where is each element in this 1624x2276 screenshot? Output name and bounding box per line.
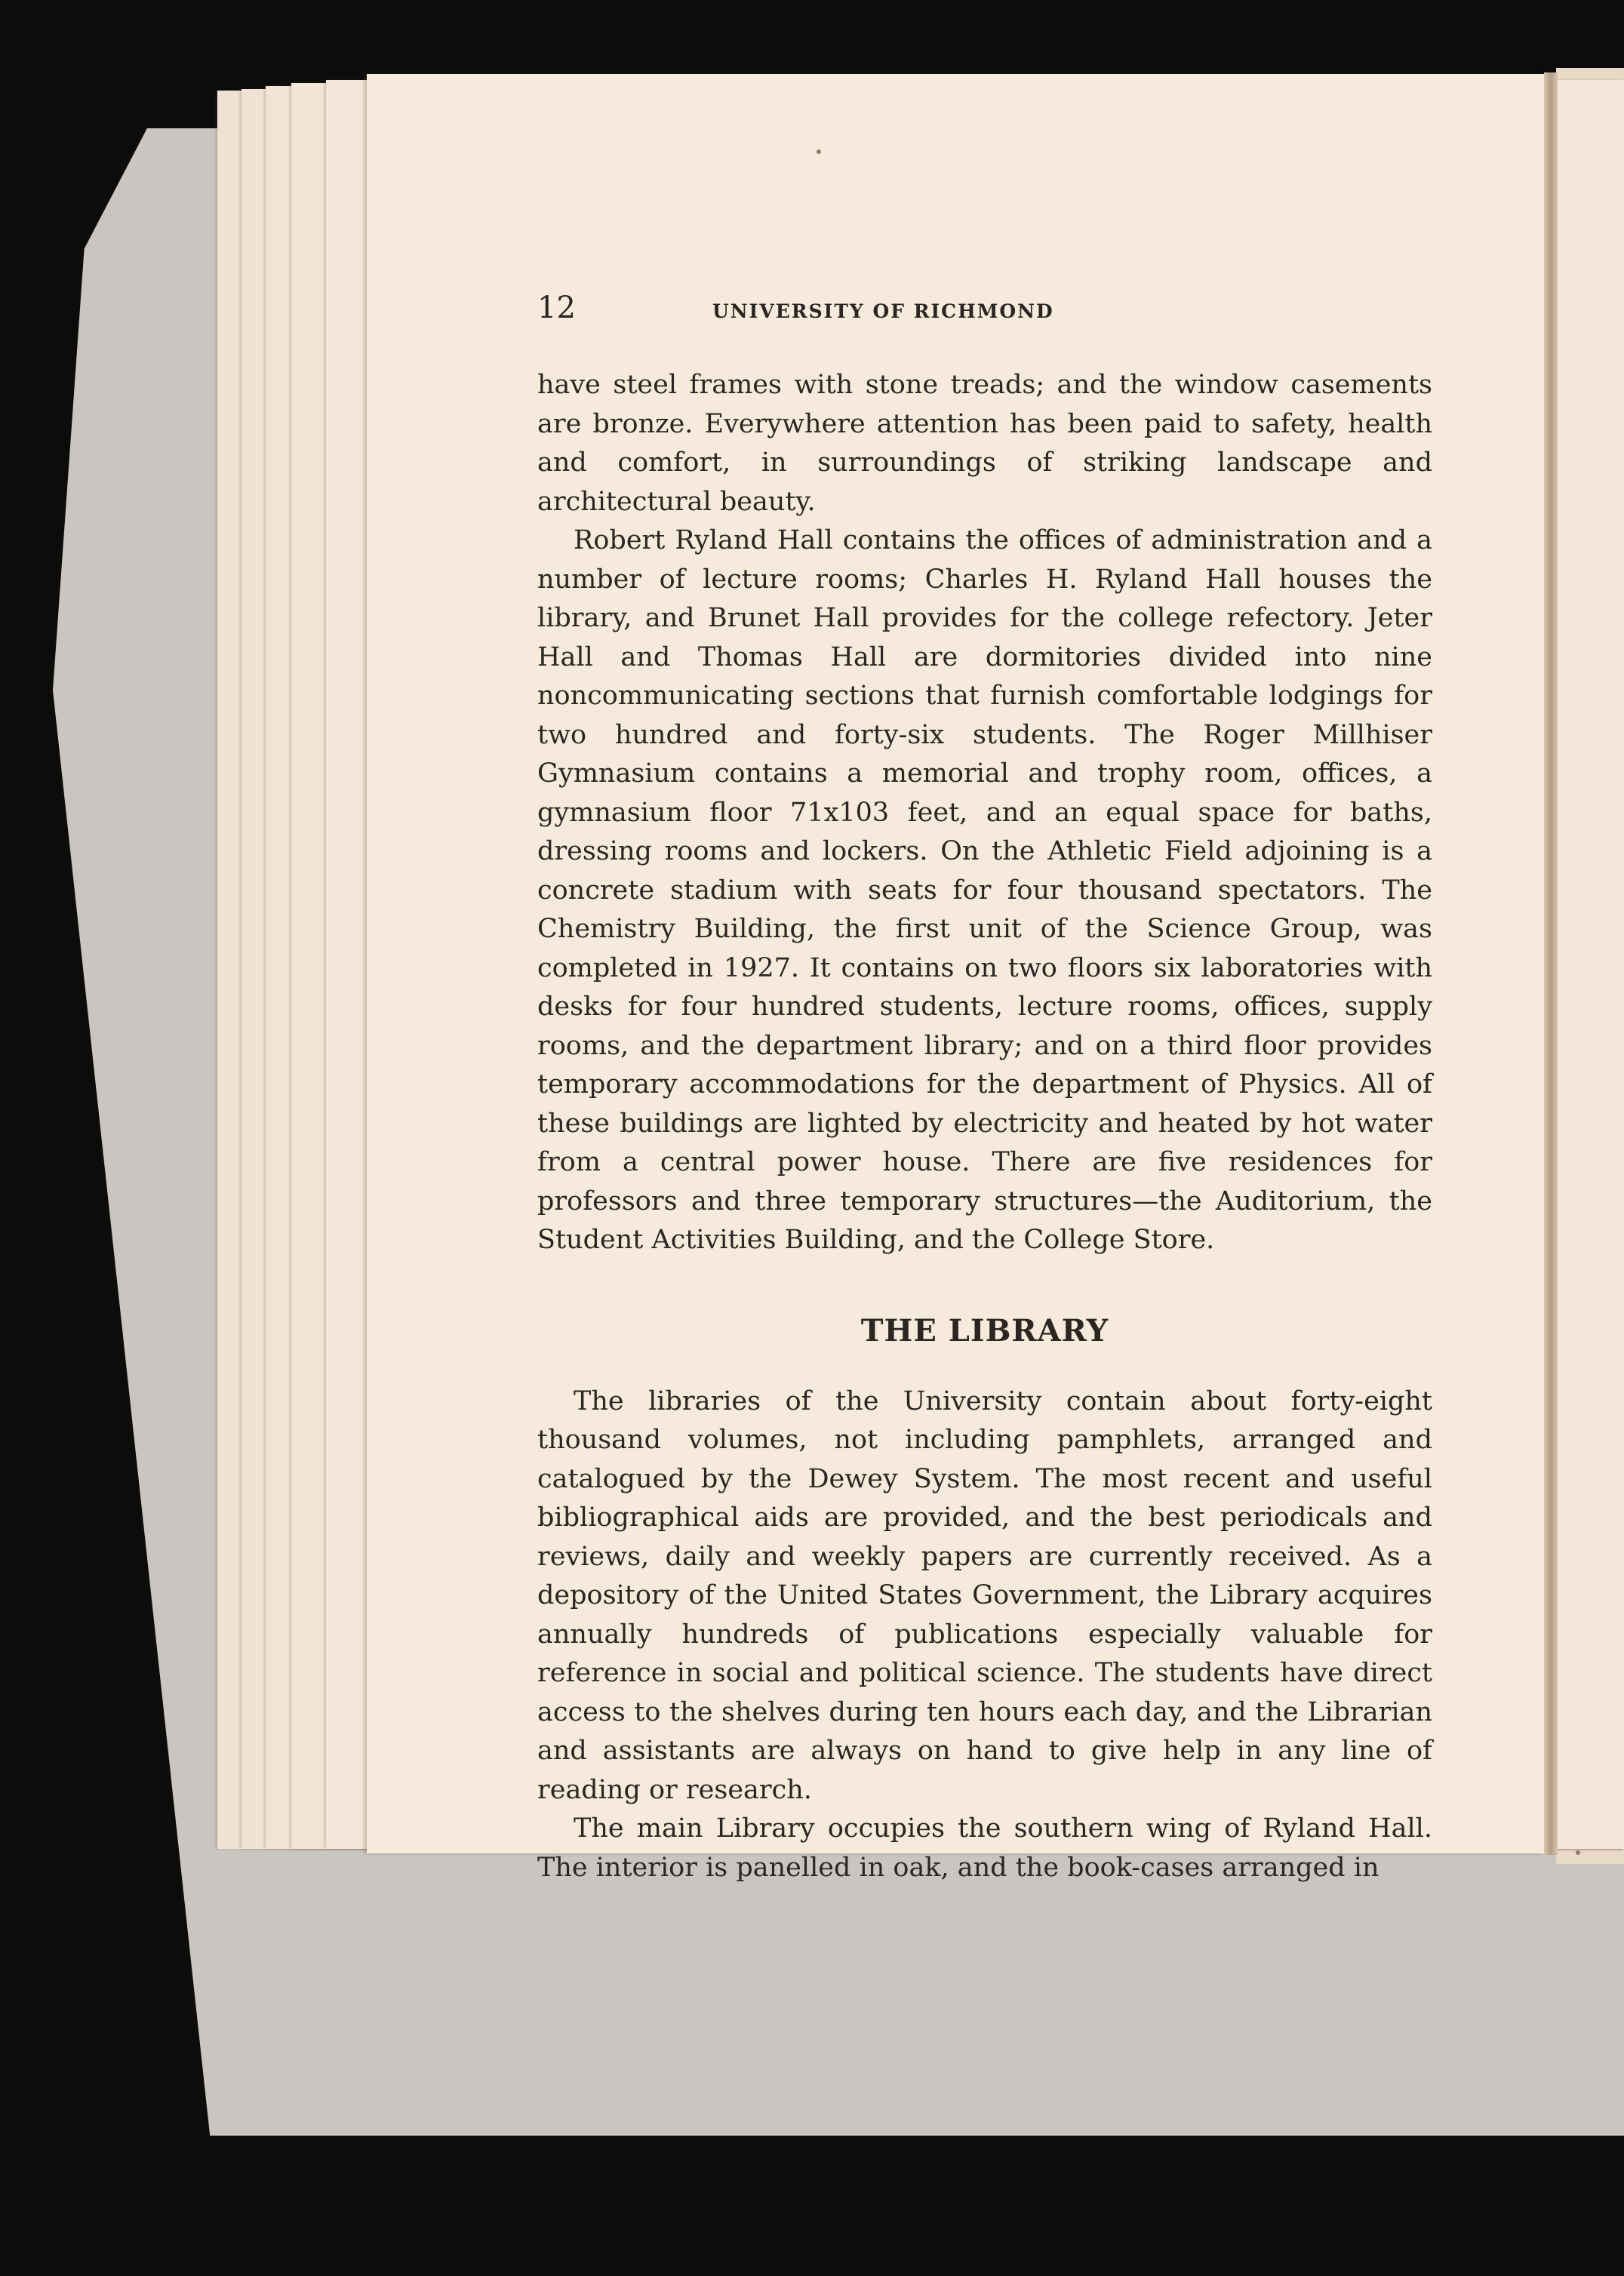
paper-speck [817, 149, 821, 154]
paragraph: Robert Ryland Hall contains the offices of administration and a number of lecture rooms; Charles H. Ryland Hall houses the library, and Brunet Hall provides for the college refectory. Jeter Hall and Thomas Hall are dormitories divided into nine noncommunicating sections that furnish comfortable lodgings for two hundred and forty-six students. The Roger Millhiser Gymnasium contains a memorial and trophy room, offices, a gymnasium floor 71x103 feet, and an equal space for baths, dressing rooms and lockers. On the Athletic Field adjoining is a concrete stadium with seats for four thousand spectators. The Chemistry Building, the first unit of the Science Group, was completed in 1927. It contains on two floors six laboratories with desks for four hundred students, lecture rooms, offices, supply rooms, and the department library; and on a third floor provides temporary accommodations for the department of Physics. All of these buildings are lighted by electricity and heated by hot water from a central power house. There are five residences for professors and three temporary structures—the Auditorium, the Student Activities Building, and the College Store. [537, 525, 1432, 1255]
paragraph: The libraries of the University contain about forty-eight thousand volumes, not including pamphlets, arranged and catalogued by the Dewey System. The most recent and useful bibliographical aids are provided, and the best periodicals and reviews, daily and weekly papers are currently received. As a depository of the United States Government, the Library acquires annually hundreds of publications especially valuable for reference in social and political science. The students have direct access to the shelves during ten hours each day, and the Librarian and assistants are always on hand to give help in any line of reading or research. [537, 1386, 1432, 1805]
page-number: 12 [537, 291, 576, 325]
section-heading: THE LIBRARY [860, 1312, 1109, 1349]
running-head [537, 291, 1432, 336]
running-title: UNIVERSITY OF RICHMOND [712, 300, 1054, 322]
paragraph: The main Library occupies the southern wing of Ryland Hall. The interior is panelled in oak, and the book-cases arranged in [537, 1813, 1432, 1883]
paragraph: have steel frames with stone treads; and the window casements are bronze. Everywhere attention has been paid to safety, health and comfort, in surroundings of striking landscape and architectural beauty. [537, 370, 1432, 517]
book-gutter [1544, 72, 1558, 1855]
paper-speck [1576, 1850, 1580, 1855]
page-text [537, 291, 1432, 1887]
